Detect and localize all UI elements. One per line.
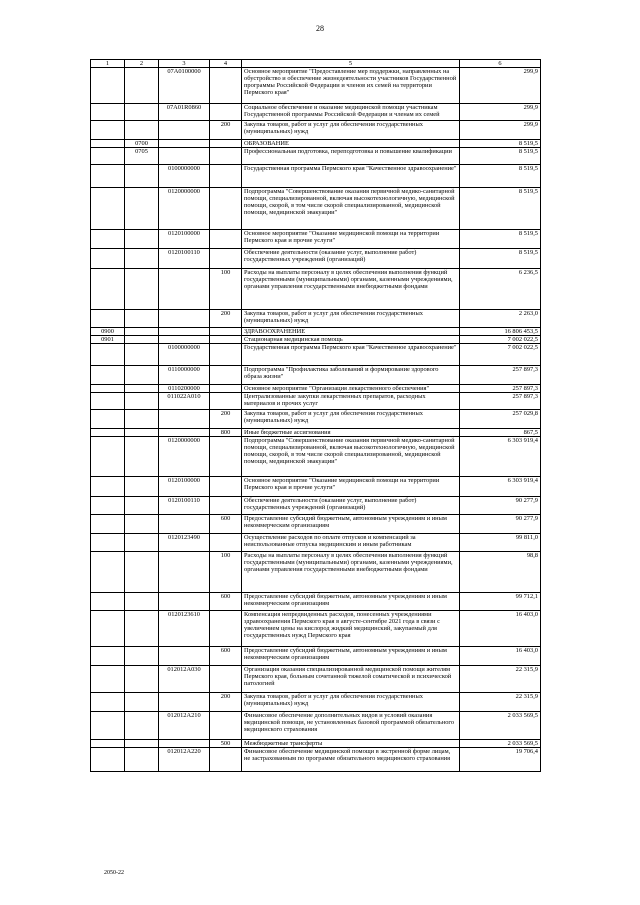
target-article-cell: 0120100000 [159,477,210,497]
razdel-cell [91,515,125,534]
podrazdel-cell [125,310,159,328]
razdel-cell [91,437,125,477]
header-cell: 3 [159,60,210,68]
item-name-cell: Обеспечение деятельности (оказание услуг, выполнение работ) государственных учреждений (организаций) [242,497,460,515]
target-article-cell: 012012А030 [159,666,210,693]
item-name-cell: Организация оказания специализированной медицинской помощи жителям Пермского края, больным сочетанной тяжелой соматической и психической патологией [242,666,460,693]
razdel-cell [91,230,125,249]
podrazdel-cell [125,336,159,344]
amount-cell: 22 315,9 [460,666,541,693]
table-row [91,410,541,429]
podrazdel-cell [125,740,159,748]
expense-type-cell [210,140,242,148]
table-row [91,104,541,121]
razdel-cell [91,666,125,693]
item-name-cell: Расходы на выплаты персоналу в целях обеспечения выполнения функций государственными (муниципальными) органами, казенными учреждениями, органами управления государственными внебюджетными фондами [242,269,460,310]
target-article-cell [159,410,210,429]
item-name-cell: Расходы на выплаты персоналу в целях обеспечения выполнения функций государственными (муниципальными) органами, казенными учреждениями, органами управления государственными внебюджетными фондами [242,552,460,593]
amount-cell: 299,9 [460,104,541,121]
podrazdel-cell: 0700 [125,140,159,148]
razdel-cell [91,165,125,188]
amount-cell: 6 303 919,4 [460,477,541,497]
table-row [91,666,541,693]
item-name-cell: Осуществление расходов по оплате отпусков и компенсаций за неиспользованные отпуска медицинским и иным работникам [242,534,460,552]
page-number: 28 [316,24,324,33]
item-name-cell: Закупка товаров, работ и услуг для обеспечения государственных (муниципальных) нужд [242,693,460,712]
table-row [91,310,541,328]
table-row [91,497,541,515]
target-article-cell: 0120100110 [159,249,210,269]
razdel-cell [91,748,125,772]
expense-type-cell [210,393,242,410]
razdel-cell [91,393,125,410]
target-article-cell: 0120123610 [159,611,210,647]
item-name-cell: Профессиональная подготовка, переподготовка и повышение квалификации [242,148,460,165]
podrazdel-cell [125,593,159,611]
expense-type-cell [210,534,242,552]
item-name-cell: Основное мероприятие "Предоставление мер поддержки, направленных на обустройство и обеспечение жизнедеятельности участников Государственной программы Российской Федерации и членов их семей на территории Пермского края" [242,68,460,104]
expense-type-cell: 800 [210,429,242,437]
podrazdel-cell [125,477,159,497]
razdel-cell [91,344,125,366]
expense-type-cell: 600 [210,647,242,666]
table-row [91,68,541,104]
item-name-cell: Основное мероприятие "Оказание медицинской помощи на территории Пермского края и прочие услуги" [242,477,460,497]
podrazdel-cell [125,68,159,104]
target-article-cell: 011022А010 [159,393,210,410]
expense-type-cell [210,328,242,336]
item-name-cell: Закупка товаров, работ и услуг для обеспечения государственных (муниципальных) нужд [242,121,460,140]
target-article-cell [159,148,210,165]
table-row [91,328,541,336]
amount-cell: 2 263,0 [460,310,541,328]
amount-cell: 299,9 [460,121,541,140]
table-row [91,515,541,534]
podrazdel-cell [125,437,159,477]
podrazdel-cell [125,328,159,336]
table-row [91,593,541,611]
target-article-cell: 07А0100000 [159,68,210,104]
podrazdel-cell [125,429,159,437]
expense-type-cell [210,230,242,249]
target-article-cell [159,552,210,593]
table-row [91,393,541,410]
razdel-cell [91,249,125,269]
expense-type-cell: 100 [210,552,242,593]
amount-cell: 257 897,3 [460,385,541,393]
item-name-cell: Финансовое обеспечение дополнительных видов и условий оказания медицинской помощи, не установленных базовой программой обязательного медицинского страхования [242,712,460,740]
razdel-cell [91,188,125,230]
expense-type-cell: 200 [210,121,242,140]
podrazdel-cell [125,165,159,188]
podrazdel-cell [125,366,159,385]
item-name-cell: Стационарная медицинская помощь [242,336,460,344]
razdel-cell [91,497,125,515]
amount-cell: 22 315,9 [460,693,541,712]
expense-type-cell [210,437,242,477]
target-article-cell: 0120000000 [159,437,210,477]
expense-type-cell [210,344,242,366]
amount-cell: 7 002 022,5 [460,344,541,366]
expense-type-cell: 200 [210,693,242,712]
razdel-cell [91,148,125,165]
expense-type-cell [210,336,242,344]
podrazdel-cell [125,497,159,515]
item-name-cell: Закупка товаров, работ и услуг для обеспечения государственных (муниципальных) нужд [242,310,460,328]
expense-type-cell: 500 [210,740,242,748]
table-row [91,385,541,393]
razdel-cell [91,740,125,748]
razdel-cell [91,385,125,393]
razdel-cell [91,534,125,552]
document-code: 2050-22 [104,870,124,876]
target-article-cell: 0120123490 [159,534,210,552]
podrazdel-cell [125,534,159,552]
razdel-cell: 0901 [91,336,125,344]
razdel-cell [91,552,125,593]
amount-cell: 7 002 022,5 [460,336,541,344]
expense-type-cell [210,249,242,269]
razdel-cell [91,269,125,310]
target-article-cell: 012012А210 [159,712,210,740]
table-header-row [91,60,541,68]
item-name-cell: Межбюджетные трансферты [242,740,460,748]
table-row [91,429,541,437]
expense-type-cell [210,165,242,188]
item-name-cell: Государственная программа Пермского края "Качественное здравоохранение" [242,165,460,188]
expense-type-cell [210,666,242,693]
table-row [91,336,541,344]
target-article-cell: 07А01R0860 [159,104,210,121]
target-article-cell [159,647,210,666]
razdel-cell [91,410,125,429]
budget-table [90,59,541,772]
target-article-cell [159,269,210,310]
item-name-cell: Основное мероприятие "Оказание медицинской помощи на территории Пермского края и прочие услуги" [242,230,460,249]
amount-cell: 99 811,0 [460,534,541,552]
podrazdel-cell: 0705 [125,148,159,165]
table-row [91,552,541,593]
amount-cell: 8 519,5 [460,249,541,269]
amount-cell: 2 033 569,5 [460,740,541,748]
amount-cell: 299,9 [460,68,541,104]
podrazdel-cell [125,748,159,772]
podrazdel-cell [125,344,159,366]
expense-type-cell: 200 [210,310,242,328]
target-article-cell [159,693,210,712]
item-name-cell: Государственная программа Пермского края "Качественное здравоохранение" [242,344,460,366]
item-name-cell: Иные бюджетные ассигнования [242,429,460,437]
podrazdel-cell [125,230,159,249]
target-article-cell: 0120100000 [159,230,210,249]
table-row [91,693,541,712]
amount-cell: 6 236,5 [460,269,541,310]
amount-cell: 8 519,5 [460,140,541,148]
item-name-cell: Компенсация непредвиденных расходов, понесенных учреждениями здравоохранения Пермского края в августе-сентябре 2021 года в связи с увеличением цены на кислород жидкий медицинский, закупаемый для государственных нужд Пермского края [242,611,460,647]
expense-type-cell [210,748,242,772]
podrazdel-cell [125,515,159,534]
target-article-cell [159,328,210,336]
podrazdel-cell [125,385,159,393]
target-article-cell: 0120100110 [159,497,210,515]
target-article-cell: 0100000000 [159,165,210,188]
table-row [91,437,541,477]
podrazdel-cell [125,121,159,140]
item-name-cell: Социальное обеспечение и оказание медицинской помощи участникам Государственной программы Российской Федерации и членам их семей [242,104,460,121]
amount-cell: 90 277,9 [460,515,541,534]
target-article-cell [159,429,210,437]
amount-cell: 2 033 569,5 [460,712,541,740]
amount-cell: 257 897,3 [460,393,541,410]
expense-type-cell [210,188,242,230]
table-row [91,748,541,772]
table-row [91,647,541,666]
razdel-cell [91,611,125,647]
amount-cell: 8 519,5 [460,148,541,165]
target-article-cell [159,336,210,344]
podrazdel-cell [125,611,159,647]
amount-cell: 19 706,4 [460,748,541,772]
table-row [91,611,541,647]
item-name-cell: Предоставление субсидий бюджетным, автономным учреждениям и иным некоммерческим организациям [242,593,460,611]
target-article-cell: 012012А220 [159,748,210,772]
header-cell: 1 [91,60,125,68]
target-article-cell [159,310,210,328]
header-cell: 6 [460,60,541,68]
table-row [91,230,541,249]
expense-type-cell: 200 [210,410,242,429]
item-name-cell: ЗДРАВООХРАНЕНИЕ [242,328,460,336]
item-name-cell: Финансовое обеспечение медицинской помощи в экстренной форме лицам, не застрахованным по программе обязательного медицинского страхования [242,748,460,772]
amount-cell: 8 519,5 [460,230,541,249]
amount-cell: 99 712,1 [460,593,541,611]
podrazdel-cell [125,410,159,429]
razdel-cell [91,693,125,712]
table-row [91,140,541,148]
amount-cell: 16 806 453,5 [460,328,541,336]
amount-cell: 8 519,5 [460,188,541,230]
razdel-cell [91,366,125,385]
podrazdel-cell [125,188,159,230]
item-name-cell: Подпрограмма "Профилактика заболеваний и формирование здорового образа жизни" [242,366,460,385]
amount-cell: 16 403,0 [460,611,541,647]
table-row [91,249,541,269]
amount-cell: 257 029,8 [460,410,541,429]
target-article-cell: 0100000000 [159,344,210,366]
item-name-cell: Обеспечение деятельности (оказание услуг, выполнение работ) государственных учреждений (организаций) [242,249,460,269]
razdel-cell [91,310,125,328]
podrazdel-cell [125,712,159,740]
podrazdel-cell [125,269,159,310]
table-row [91,269,541,310]
razdel-cell [91,140,125,148]
amount-cell: 8 519,5 [460,165,541,188]
razdel-cell [91,647,125,666]
razdel-cell [91,121,125,140]
table-row [91,121,541,140]
amount-cell: 6 303 919,4 [460,437,541,477]
razdel-cell [91,429,125,437]
expense-type-cell [210,148,242,165]
podrazdel-cell [125,647,159,666]
expense-type-cell: 600 [210,515,242,534]
target-article-cell [159,121,210,140]
expense-type-cell [210,366,242,385]
target-article-cell [159,593,210,611]
expense-type-cell: 600 [210,593,242,611]
item-name-cell: Централизованные закупки лекарственных препаратов, расходных материалов и прочих услуг [242,393,460,410]
podrazdel-cell [125,104,159,121]
podrazdel-cell [125,249,159,269]
expense-type-cell [210,477,242,497]
podrazdel-cell [125,666,159,693]
amount-cell: 98,8 [460,552,541,593]
header-cell: 2 [125,60,159,68]
target-article-cell: 0120000000 [159,188,210,230]
item-name-cell: Основное мероприятие "Организация лекарственного обеспечения" [242,385,460,393]
razdel-cell [91,712,125,740]
amount-cell: 867,5 [460,429,541,437]
target-article-cell [159,740,210,748]
expense-type-cell [210,497,242,515]
expense-type-cell: 100 [210,269,242,310]
amount-cell: 257 897,3 [460,366,541,385]
item-name-cell: Предоставление субсидий бюджетным, автономным учреждениям и иным некоммерческим организациям [242,515,460,534]
podrazdel-cell [125,693,159,712]
table-row [91,477,541,497]
header-cell: 5 [242,60,460,68]
amount-cell: 16 403,0 [460,647,541,666]
table-row [91,740,541,748]
razdel-cell [91,477,125,497]
expense-type-cell [210,712,242,740]
expense-type-cell [210,385,242,393]
item-name-cell: Предоставление субсидий бюджетным, автономным учреждениям и иным некоммерческим организациям [242,647,460,666]
table-row [91,712,541,740]
item-name-cell: ОБРАЗОВАНИЕ [242,140,460,148]
table-row [91,165,541,188]
amount-cell: 90 277,9 [460,497,541,515]
table-row [91,148,541,165]
razdel-cell [91,104,125,121]
table-row [91,366,541,385]
table-row [91,188,541,230]
table-row [91,534,541,552]
razdel-cell [91,593,125,611]
razdel-cell [91,68,125,104]
razdel-cell: 0900 [91,328,125,336]
item-name-cell: Подпрограмма "Совершенствование оказания первичной медико-санитарной помощи, специализированной, включая высокотехнологичную, медицинской помощи, скорой, в том числе скорой специализированной, медицинской помощи, медицинской эвакуации" [242,437,460,477]
item-name-cell: Подпрограмма "Совершенствование оказания первичной медико-санитарной помощи, специализированной, включая высокотехнологичную, медицинской помощи, скорой, в том числе скорой специализированной, медицинской помощи, медицинской эвакуации" [242,188,460,230]
expense-type-cell [210,104,242,121]
expense-type-cell [210,68,242,104]
target-article-cell: 0110000000 [159,366,210,385]
header-cell: 4 [210,60,242,68]
target-article-cell: 0110200000 [159,385,210,393]
target-article-cell [159,515,210,534]
item-name-cell: Закупка товаров, работ и услуг для обеспечения государственных (муниципальных) нужд [242,410,460,429]
podrazdel-cell [125,552,159,593]
podrazdel-cell [125,393,159,410]
expense-type-cell [210,611,242,647]
target-article-cell [159,140,210,148]
table-row [91,344,541,366]
